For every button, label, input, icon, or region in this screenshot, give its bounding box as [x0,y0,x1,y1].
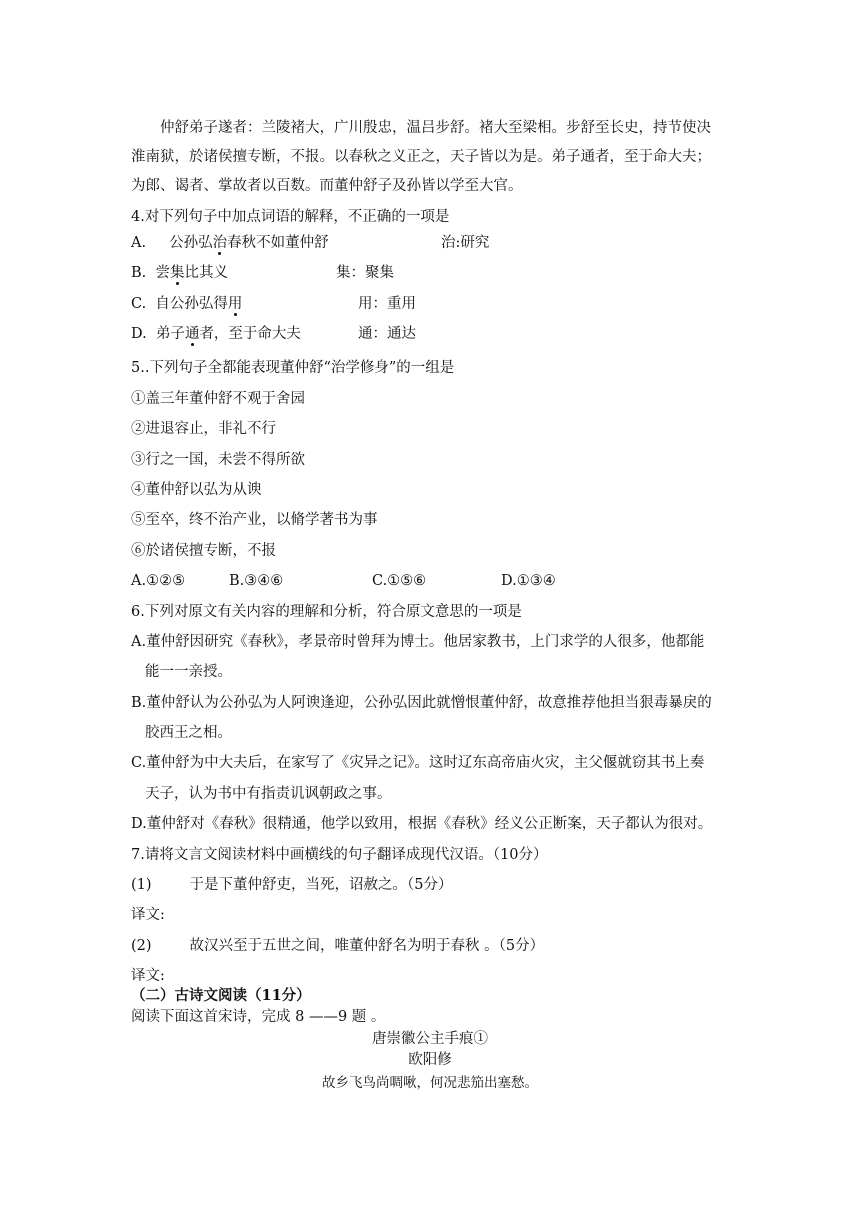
q7-translation-2-label: 译文: [131,968,165,984]
question-5-stem: 5..下列句子全都能表现董仲舒“治学修身”的一组是 [131,360,455,376]
q7-sentence-1: (1) 于是下董仲舒吏，当死，诏赦之。（5分） [131,877,453,893]
q4-gloss-b: 集：聚集 [336,265,394,281]
poem-author: 欧阳修 [408,1052,452,1068]
question-7-stem: 7.请将文言文阅读材料中画横线的句子翻译成现代汉语。（10分） [131,847,548,863]
q6-option-b-cont: 胶西王之相。 [145,725,232,741]
q5-choice-c: C.①⑤⑥ [372,573,427,589]
q6-option-c-cont: 天子，认为书中有指责讥讽朝政之事。 [145,786,392,802]
q4-gloss-c: 用：重用 [358,296,416,312]
q6-option-b: B.董仲舒认为公孙弘为人阿谀逢迎，公孙弘因此就憎恨董仲舒，故意推荐他担当狠毒暴戾的 [131,695,712,711]
q5-item: ②进退容止，非礼不行 [131,421,276,437]
question-4-stem: 4.对下列句子中加点词语的解释，不正确的一项是 [131,209,450,225]
q7-sentence-2: (2) 故汉兴至于五世之间，唯董仲舒名为明于春秋 。（5分） [131,938,545,954]
section-heading: （二）古诗文阅读（11分） [131,987,311,1004]
q5-item: ①盖三年董仲舒不观于舍园 [131,391,305,407]
q6-option-c: C.董仲舒为中大夫后，在家写了《灾异之记》。这时辽东高帝庙火灾，主父偃就窃其书上奏 [131,755,705,771]
q6-option-a-cont: 能一一亲授。 [145,664,232,680]
passage-line: 淮南狱，於诸侯擅专断，不报。以春秋之义正之，天子皆以为是。弟子通者，至于命大夫； [131,149,711,165]
q5-choice-b: B.③④⑥ [229,573,284,589]
q7-translation-1-label: 译文: [131,907,165,923]
dotted-word: 治 [212,235,228,251]
dotted-word: 通 [184,326,200,342]
q5-item: ⑤至卒，终不治产业，以脩学著书为事 [131,512,378,528]
section-instruction: 阅读下面这首宋诗，完成 8 ——9 题 。 [131,1009,386,1025]
dotted-word: 用 [227,296,243,312]
q4-gloss-d: 通：通达 [358,326,416,342]
q6-option-a: A.董仲舒因研究《春秋》，孝景帝时曾拜为博士。他居家教书，上门求学的人很多，他都能 [131,634,705,650]
q4-option-a: A. 公孙弘治春秋不如董仲舒 [131,235,329,251]
q4-option-b: B. 尝集比其义 [131,265,228,281]
q4-option-c: C. 自公孙弘得用 [131,296,243,312]
poem-line: 故乡飞鸟尚啁啾，何况悲笳出塞愁。 [322,1075,538,1091]
poem-title: 唐崇徽公主手痕① [372,1031,488,1047]
q4-option-d: D. 弟子通者，至于命大夫 [131,326,301,342]
question-6-stem: 6.下列对原文有关内容的理解和分析，符合原文意思的一项是 [131,604,522,620]
q5-item: ④董仲舒以弘为从谀 [131,482,262,498]
q6-option-d: D.董仲舒对《春秋》很精通，他学以致用，根据《春秋》经义公正断案，天子都认为很对。 [131,816,713,832]
q4-gloss-a: 治:研究 [441,235,490,251]
q5-item: ③行之一国，未尝不得所欲 [131,452,305,468]
q5-item: ⑥於诸侯擅专断，不报 [131,543,276,559]
passage-line: 仲舒弟子遂者：兰陵褚大，广川殷忠，温吕步舒。褚大至梁相。步舒至长史，持节使决 [160,120,711,136]
dotted-word: 集 [169,265,185,281]
q5-choice-a: A.①②⑤ [131,573,186,589]
q5-choice-d: D.①③④ [501,573,556,589]
passage-line: 为郎、谒者、掌故者以百数。而董仲舒子及孙皆以学至大官。 [131,178,523,194]
